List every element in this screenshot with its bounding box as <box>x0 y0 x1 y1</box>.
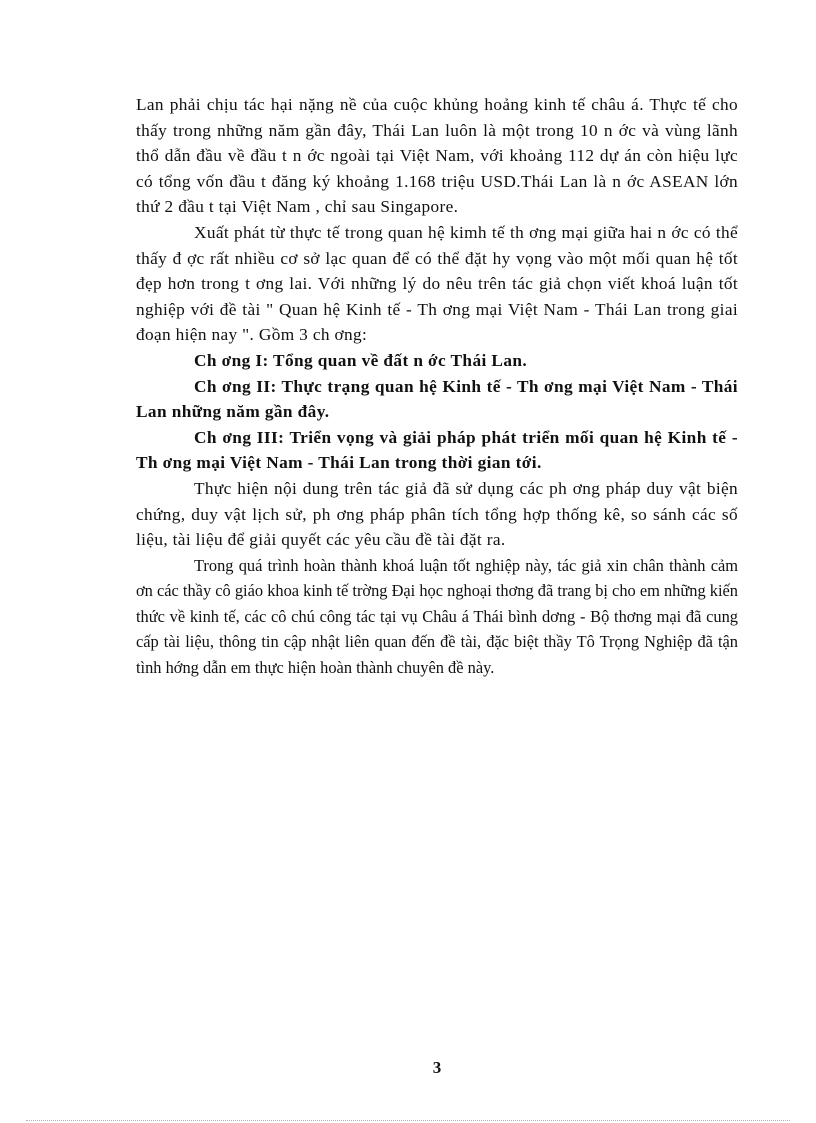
paragraph-rationale: Xuất phát từ thực tế trong quan hệ kimh tế th ơng mại giữa hai n ớc có thể thấy đ ợc rất nhiều cơ sở lạc quan để có thể đặt hy vọng vào một mối quan hệ tốt đẹp hơn trong t ơng lai. Với những lý do nêu trên tác giả chọn viết khoá luận tốt nghiệp với đề tài " Quan hệ Kinh tế - Th ơng mại Việt Nam - Thái Lan trong giai đoạn hiện nay ". Gồm 3 ch ơng: <box>136 222 738 345</box>
paragraph-intro-continuation: Lan phải chịu tác hại nặng nề của cuộc khủng hoảng kinh tế châu á. Thực tế cho thấy trong những năm gần đây, Thái Lan luôn là một trong 10 n ớc và vùng lãnh thổ dẫn đầu về đầu t n ớc ngoài tại Việt Nam, với khoảng 112 dự án còn hiệu lực có tổng vốn đầu t đăng ký khoảng 1.168 triệu USD.Thái Lan là n ớc ASEAN lớn thứ 2 đầu t tại Việt Nam , chỉ sau Singapore. <box>136 95 738 217</box>
chapter-3-heading: Ch ơng III: Triển vọng và giải pháp phát triển mối quan hệ Kinh tế - Th ơng mại Việt Nam - Thái Lan trong thời gian tới. <box>136 427 738 473</box>
chapter-1-heading: Ch ơng I: Tổng quan về đất n ớc Thái Lan. <box>194 350 528 370</box>
page-number: 3 <box>432 1058 442 1077</box>
chapter-2-heading: Ch ơng II: Thực trạng quan hệ Kinh tế - Th ơng mại Việt Nam - Thái Lan những năm gần đây. <box>136 376 738 422</box>
paragraph-acknowledgement: Trong quá trình hoàn thành khoá luận tốt nghiệp này, tác giả xin chân thành cảm ơn các thầy cô giáo khoa kinh tế trờng Đại học nghoại thơng đã trang bị cho em những kiến thức về kinh tế, các cô chú công tác tại vụ Châu á Thái bình dơng - Bộ thơng mại đã cung cấp tài liệu, thông tin cập nhật liên quan đến đề tài, đặc biệt thầy Tô Trọng Nghiệp đã tận tình hớng dẫn em thực hiện hoàn thành chuyên đề này. <box>136 555 738 678</box>
body-text <box>136 92 738 681</box>
paragraph-methods: Thực hiện nội dung trên tác giả đã sử dụng các ph ơng pháp duy vật biện chứng, duy vật lịch sử, ph ơng pháp phân tích tổng hợp thống kê, so sánh các số liệu, tài liệu để giải quyết các yêu cầu đề tài đặt ra. <box>136 478 738 550</box>
page-bottom-divider <box>26 1120 790 1121</box>
